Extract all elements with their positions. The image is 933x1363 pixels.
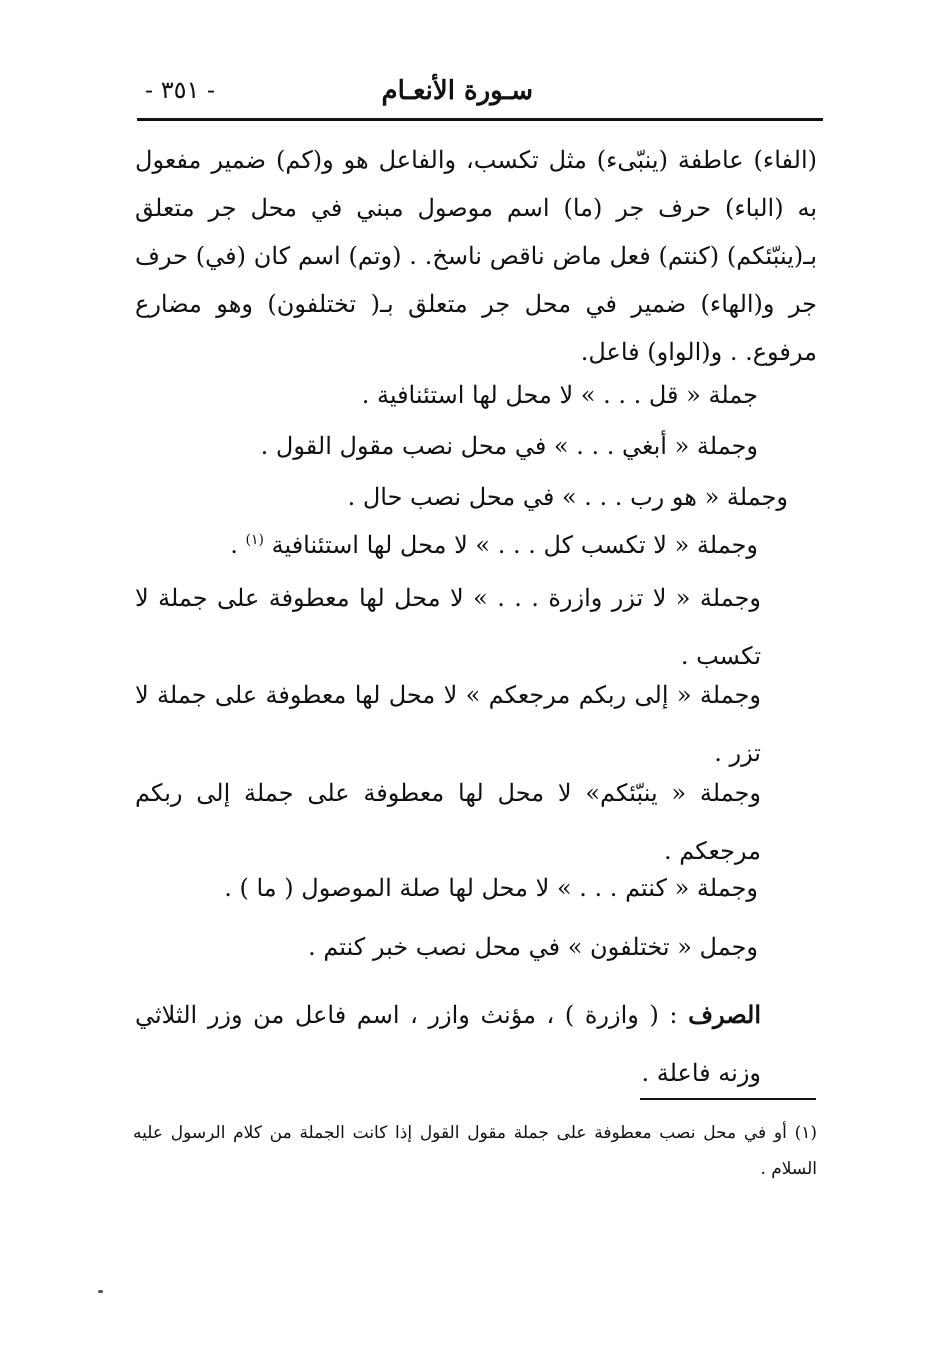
sentence-line-4-text: وجملة « لا تكسب كل . . . » لا محل لها استئنافية	[271, 531, 758, 559]
wrapped-sentence-1-text: وجملة « لا تزر وازرة . . . » لا محل لها معطوفة على جملة لا تكسب .	[135, 584, 761, 670]
scan-speck	[98, 1290, 103, 1293]
sentence-line-3: وجملة « هو رب . . . » في محل نصب حال .	[347, 483, 788, 511]
intro-paragraph-text: (الفاء) عاطفة (ينبّىء) مثل تكسب، والفاعل هو و(كم) ضمير مفعول به (الباء) حرف جر (ما) اسم موصول مبني في محل جر متعلق بـ(ينبّئكم) (كنتم) فعل ماض ناقص ناسخ. . (وتم) اسم كان (في) حرف جر و(الهاء) ضمير في محل جر متعلق بـ( تختلفون) وهو مضارع مرفوع. . و(الواو) فاعل.	[135, 146, 817, 366]
sentence-line-5: وجملة « كنتم . . . » لا محل لها صلة الموصول ( ما ) .	[224, 874, 758, 902]
footnote-text: (١) أو في محل نصب معطوفة على جملة مقول القول إذا كانت الجملة من كلام الرسول عليه السلام .	[133, 1123, 817, 1179]
intro-paragraph	[135, 136, 817, 376]
wrapped-sentence-3-text: وجملة « ينبّئكم» لا محل لها معطوفة على جملة إلى ربكم مرجعكم .	[135, 779, 761, 865]
wrapped-sentence-2-text: وجملة « إلى ربكم مرجعكم » لا محل لها معطوفة على جملة لا تزر .	[135, 681, 761, 767]
sentence-line-6: وجمل « تختلفون » في محل نصب خبر كنتم .	[308, 933, 758, 961]
sentence-line-1: جملة « قل . . . » لا محل لها استئنافية .	[361, 381, 758, 409]
sarf-paragraph	[135, 986, 761, 1102]
wrapped-sentence-3	[135, 764, 761, 880]
sentence-line-4-end: .	[230, 531, 238, 559]
footnote-ref-1: (١)	[245, 532, 264, 548]
footnote-rule	[640, 1098, 816, 1100]
running-title: سـورة الأنعـام	[381, 76, 533, 106]
footnote	[133, 1115, 817, 1187]
sarf-label: الصرف	[688, 1000, 761, 1029]
page-header	[137, 72, 823, 116]
sentence-line-4	[230, 531, 758, 559]
sentence-line-2: وجملة « أبغي . . . » في محل نصب مقول القول .	[260, 432, 758, 460]
header-rule	[137, 118, 823, 121]
sarf-text: : ( وازرة ) ، مؤنث وازر ، اسم فاعل من وزر الثلاثي وزنه فاعلة .	[135, 1001, 761, 1087]
page-number: - ٣٥١ -	[145, 76, 216, 104]
